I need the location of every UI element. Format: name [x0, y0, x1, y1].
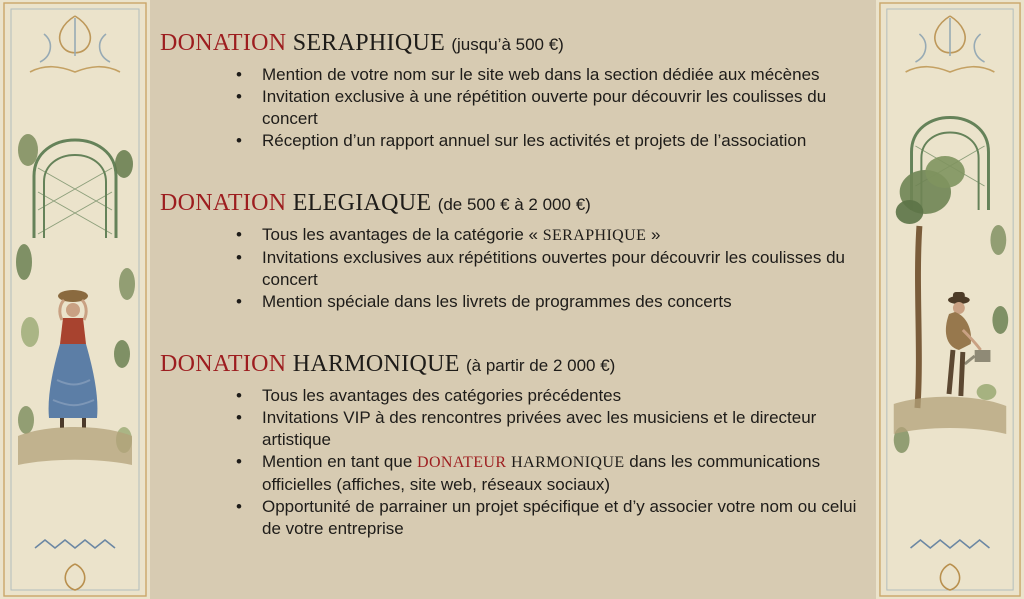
benefit-text: Mention en tant que — [262, 451, 413, 471]
left-panel-illustration — [0, 0, 150, 599]
benefit-text: Tous les avantages des catégories précédentes — [262, 385, 622, 405]
benefit-item — [160, 407, 866, 451]
benefit-text: Tous les avantages de la catégorie « — [262, 224, 538, 244]
benefit-text: dans les communications officielles (affiches, site web, réseaux sociaux) — [262, 451, 821, 494]
benefit-text: » — [651, 224, 661, 244]
tier-prefix: DONATION — [160, 350, 287, 377]
tier-range: (à partir de 2 000 €) — [466, 355, 616, 375]
donor-label-inline: DONATEUR — [417, 453, 507, 471]
benefits-list — [160, 224, 866, 313]
tier-name: ELEGIAQUE — [292, 189, 432, 216]
benefit-text: Réception d’un rapport annuel sur les activités et projets de l’association — [262, 130, 807, 150]
benefit-item — [160, 130, 866, 152]
tier-prefix: DONATION — [160, 189, 287, 216]
benefit-text: Opportunité de parrainer un projet spécifique et d’y associer votre nom ou celui de votre entreprise — [262, 496, 857, 538]
tier-name-inline: SERAPHIQUE — [542, 226, 647, 244]
section-harmonique — [160, 351, 866, 540]
benefit-item — [160, 496, 866, 540]
tier-range: (de 500 € à 2 000 €) — [437, 194, 591, 214]
benefit-item — [160, 224, 866, 247]
benefit-text: Invitation exclusive à une répétition ouverte pour découvrir les coulisses du concert — [262, 86, 827, 128]
benefit-item — [160, 385, 866, 407]
benefit-text: Invitations VIP à des rencontres privées avec les musiciens et le directeur artistique — [262, 407, 817, 449]
section-elegiaque — [160, 190, 866, 313]
tier-heading-harmonique — [160, 351, 866, 378]
right-panel-illustration — [876, 0, 1024, 599]
tier-name: SERAPHIQUE — [292, 30, 446, 56]
tier-name-inline: HARMONIQUE — [511, 453, 625, 471]
section-seraphique — [160, 30, 866, 152]
benefit-text: Mention de votre nom sur le site web dans la section dédiée aux mécènes — [262, 64, 820, 84]
tier-heading-seraphique — [160, 30, 866, 57]
benefit-item — [160, 247, 866, 291]
decorative-panel-left — [0, 0, 150, 599]
benefits-list — [160, 385, 866, 540]
donation-tiers — [150, 0, 876, 599]
benefit-text: Mention spéciale dans les livrets de programmes des concerts — [262, 291, 732, 311]
decorative-panel-right — [876, 0, 1024, 599]
benefit-item — [160, 291, 866, 313]
ground — [18, 427, 132, 465]
benefit-text: Invitations exclusives aux répétitions ouvertes pour découvrir les coulisses du concert — [262, 247, 846, 289]
tier-range: (jusqu’à 500 €) — [451, 35, 564, 54]
tier-heading-elegiaque — [160, 190, 866, 217]
benefit-item — [160, 64, 866, 86]
tier-prefix: DONATION — [160, 30, 287, 56]
tier-name: HARMONIQUE — [292, 350, 460, 377]
benefit-item — [160, 451, 866, 496]
benefits-list — [160, 64, 866, 152]
benefit-item — [160, 86, 866, 130]
